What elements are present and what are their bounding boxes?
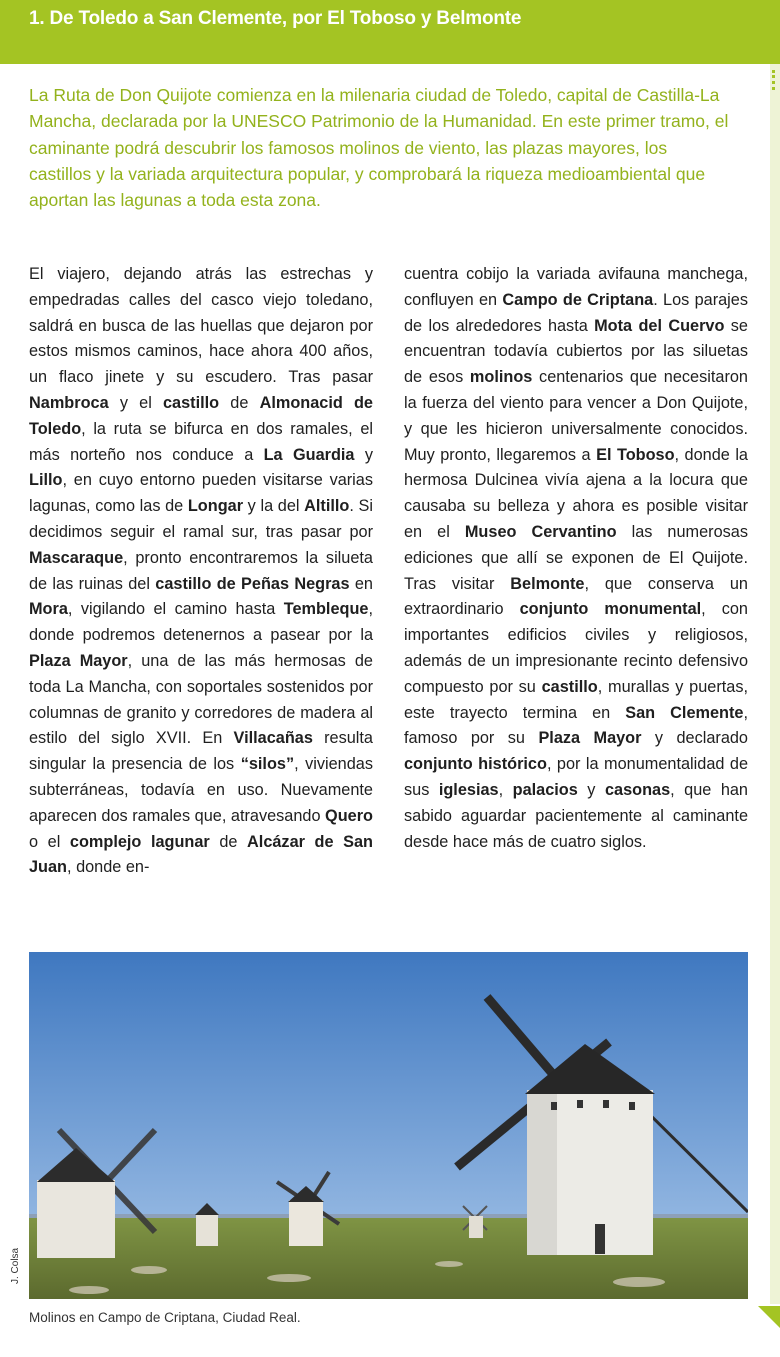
place-name: Mota del Cuervo <box>594 316 725 335</box>
body-text-run: . Los parajes de los alrededores hasta <box>404 290 748 335</box>
place-name: palacios <box>512 780 578 799</box>
body-text-run: las numerosas ediciones que allí se exponen de El Quijote. Tras visitar <box>404 522 748 593</box>
body-text-run: se encuentran todavía cubiertos por las siluetas de esos <box>404 316 748 387</box>
body-text-run: cuentra cobijo la variada avifauna manchega, confluyen en <box>404 265 748 309</box>
body-text-run: y <box>577 780 605 799</box>
place-name: conjunto monumental <box>519 600 702 619</box>
place-name: Mora <box>29 600 68 619</box>
intro-paragraph: La Ruta de Don Quijote comienza en la milenaria ciudad de Toledo, capital de Castilla-La Mancha, declarada por la UNESCO Patrimonio de la Humanidad. En este primer tramo, el caminante podrá descubrir los famosos molinos de viento, las plazas mayores, los castillos y la variada arquitectura popular, y comprobará la riqueza medioambiental que aportan las lagunas a toda esta zona. <box>29 85 729 211</box>
body-text-run: El viajero, dejando atrás las estrechas y empedradas calles del casco viejo toledano, saldrá en busca de las huellas que dejaron por estos mismos caminos, hace ahora 400 años, un flaco jinete y su escudero. Tras pasar <box>29 265 373 387</box>
section-title: 1. De Toledo a San Clemente, por El Toboso y Belmonte <box>29 8 522 29</box>
body-text-run: , vigilando el camino hasta <box>67 600 284 619</box>
body-text-run: de <box>209 832 248 851</box>
body-text-run: . Si decidimos seguir el ramal sur, tras pasar por <box>29 497 373 541</box>
body-text-run: centenarios que necesitaron la fuerza del viento para vencer a Don Quijote, y que les hicieron universalmente conocidos. Muy pronto, llegaremos a <box>404 368 748 464</box>
place-name: Tembleque <box>283 600 369 619</box>
place-name: Lillo <box>29 471 63 490</box>
body-text-run: , por la monumentalidad de sus <box>404 755 748 799</box>
body-text-run: , que conserva un extraordinario <box>404 574 748 619</box>
place-name: casonas <box>604 780 671 799</box>
body-text-run: o el <box>29 832 70 851</box>
place-name: castillo <box>541 677 598 696</box>
place-name: El Toboso <box>596 445 675 464</box>
place-name: Belmonte <box>510 574 585 593</box>
body-text-run: , una de las más hermosas de toda La Mancha, con soportales sostenidos por columnas de granito y corredores de madera al estilo del siglo XVII. En <box>29 651 373 748</box>
place-name: Mascaraque <box>29 548 124 567</box>
body-text-run: en <box>349 574 373 593</box>
body-text-run: , viviendas subterráneas, todavía en uso. Nuevamente aparecen dos ramales que, atravesando <box>29 755 373 825</box>
body-text-run: y <box>354 445 373 464</box>
place-name: Longar <box>187 497 244 516</box>
body-text-run: y declarado <box>641 729 748 748</box>
body-text-run: , <box>498 780 513 799</box>
place-name: Villacañas <box>233 729 313 748</box>
corner-triangle <box>758 1306 780 1328</box>
body-text-run: , la ruta se bifurca en dos ramales, el más norteño nos conduce a <box>29 419 373 464</box>
place-name: Altillo <box>304 497 350 516</box>
body-text-run: y la del <box>243 497 305 516</box>
right-edge-band <box>770 64 780 1304</box>
edge-dots-decoration <box>772 70 780 90</box>
photo-credit: J. Colsa <box>10 1247 21 1284</box>
place-name: Plaza Mayor <box>538 729 642 748</box>
body-text-run: de <box>219 393 260 412</box>
place-name: conjunto histórico <box>404 755 547 774</box>
body-text-run: , donde en- <box>67 858 150 877</box>
place-name: Quero <box>325 806 373 825</box>
body-text-run: , murallas y puertas, este trayecto termina en <box>404 677 748 722</box>
place-name: Plaza Mayor <box>29 651 128 670</box>
place-name: castillo <box>163 393 220 412</box>
body-text-run: , que han sabido aguardar pacientemente al caminante desde hace más de cuatro siglos. <box>404 780 748 851</box>
body-text-run: , pronto encontraremos la silueta de las ruinas del <box>29 548 373 593</box>
place-name: molinos <box>469 368 533 387</box>
body-column-right <box>404 262 748 881</box>
header-bar <box>0 0 780 64</box>
windmills-illustration <box>29 952 748 1299</box>
photo-caption: Molinos en Campo de Criptana, Ciudad Real. <box>29 1310 301 1325</box>
place-name: Museo Cervantino <box>464 522 617 541</box>
place-name: Almonacid de Toledo <box>29 393 373 438</box>
place-name: complejo lagunar <box>69 832 210 851</box>
place-name: castillo de Peñas Negras <box>155 574 350 593</box>
body-text-run: , donde podremos detenernos a pasear por la <box>29 600 373 645</box>
place-name: San Clemente <box>625 703 744 722</box>
place-name: Campo de Criptana <box>502 290 654 309</box>
windmills-photo <box>29 952 748 1299</box>
body-text-run: y el <box>108 393 163 412</box>
body-text-run: , en cuyo entorno pueden visitarse varias lagunas, como las de <box>29 471 373 516</box>
place-name: iglesias <box>438 780 499 799</box>
place-name: Nambroca <box>29 393 109 412</box>
body-text-run: , con importantes edificios civiles y religiosos, además de un impresionante recinto defensivo compuesto por su <box>404 600 748 696</box>
place-name: La Guardia <box>263 445 355 464</box>
body-text-run: resulta singular la presencia de los <box>29 729 373 774</box>
body-columns <box>29 262 748 881</box>
place-name: “silos” <box>240 755 295 774</box>
body-column-left <box>29 262 373 881</box>
body-text-run: , donde la hermosa Dulcinea vivía ajena a la locura que causaba su belleza y ahora es posible visitar en el <box>404 445 748 541</box>
place-name: Alcázar de San Juan <box>29 832 373 877</box>
body-text-run: , famoso por su <box>404 703 748 748</box>
